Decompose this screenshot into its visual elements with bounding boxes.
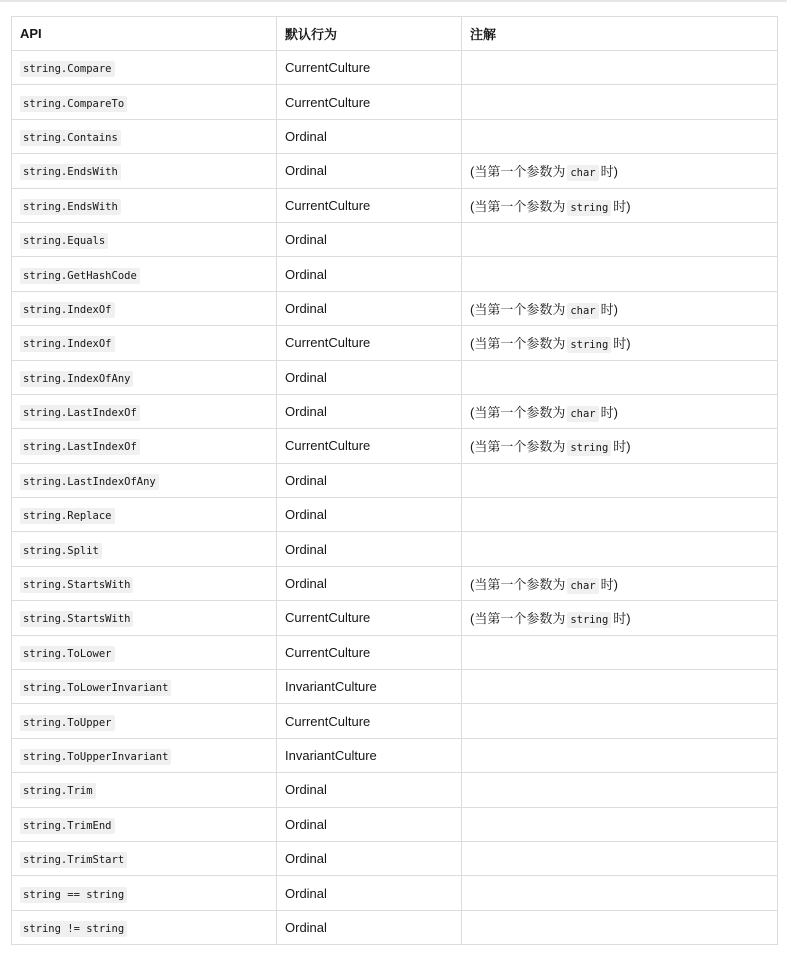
note-prefix: (当第一个参数为 bbox=[470, 611, 566, 627]
note-text bbox=[470, 302, 618, 317]
note-suffix: 时) bbox=[600, 405, 618, 421]
table-row bbox=[12, 360, 778, 394]
table-row bbox=[12, 154, 778, 188]
table-row bbox=[12, 463, 778, 497]
api-cell bbox=[12, 463, 277, 497]
note-cell bbox=[462, 222, 778, 256]
note-cell bbox=[462, 291, 778, 325]
table-row bbox=[12, 429, 778, 463]
top-divider bbox=[0, 0, 787, 2]
note-prefix: (当第一个参数为 bbox=[470, 164, 566, 180]
note-cell bbox=[462, 635, 778, 669]
api-name: string.CompareTo bbox=[20, 96, 127, 112]
table-row bbox=[12, 498, 778, 532]
api-name: string.EndsWith bbox=[20, 164, 121, 180]
api-cell bbox=[12, 394, 277, 428]
table-row bbox=[12, 394, 778, 428]
api-name: string.ToUpperInvariant bbox=[20, 749, 171, 765]
header-default-behavior: 默认行为 bbox=[277, 17, 462, 51]
note-cell bbox=[462, 154, 778, 188]
default-behavior-cell: Ordinal bbox=[277, 566, 462, 600]
default-behavior-cell: Ordinal bbox=[277, 841, 462, 875]
default-behavior-cell: Ordinal bbox=[277, 910, 462, 944]
api-name: string.TrimEnd bbox=[20, 818, 115, 834]
default-behavior-cell: CurrentCulture bbox=[277, 51, 462, 85]
note-text bbox=[470, 611, 631, 626]
table-row bbox=[12, 773, 778, 807]
note-suffix: 时) bbox=[600, 164, 618, 180]
note-cell bbox=[462, 532, 778, 566]
api-name: string.Compare bbox=[20, 61, 115, 77]
note-prefix: (当第一个参数为 bbox=[470, 301, 566, 317]
api-name: string != string bbox=[20, 921, 127, 937]
note-cell bbox=[462, 807, 778, 841]
api-name: string == string bbox=[20, 887, 127, 903]
note-cell bbox=[462, 876, 778, 910]
note-param-type: string bbox=[567, 612, 611, 628]
note-text bbox=[470, 577, 618, 592]
api-name: string.EndsWith bbox=[20, 199, 121, 215]
note-cell bbox=[462, 738, 778, 772]
table-row bbox=[12, 670, 778, 704]
default-behavior-cell: Ordinal bbox=[277, 807, 462, 841]
note-text bbox=[470, 405, 618, 420]
api-name: string.LastIndexOf bbox=[20, 405, 140, 421]
api-behavior-table bbox=[11, 16, 778, 945]
note-suffix: 时) bbox=[600, 577, 618, 593]
note-param-type: char bbox=[567, 303, 598, 319]
note-suffix: 时) bbox=[613, 198, 631, 214]
api-cell bbox=[12, 429, 277, 463]
note-prefix: (当第一个参数为 bbox=[470, 405, 566, 421]
default-behavior-cell: Ordinal bbox=[277, 773, 462, 807]
api-name: string.ToUpper bbox=[20, 715, 115, 731]
api-cell bbox=[12, 635, 277, 669]
default-behavior-cell: Ordinal bbox=[277, 222, 462, 256]
api-cell bbox=[12, 910, 277, 944]
api-cell bbox=[12, 326, 277, 360]
default-behavior-cell: CurrentCulture bbox=[277, 601, 462, 635]
api-name: string.IndexOf bbox=[20, 336, 115, 352]
api-name: string.TrimStart bbox=[20, 852, 127, 868]
api-name: string.Contains bbox=[20, 130, 121, 146]
table-row bbox=[12, 326, 778, 360]
default-behavior-cell: Ordinal bbox=[277, 119, 462, 153]
default-behavior-cell: CurrentCulture bbox=[277, 635, 462, 669]
note-suffix: 时) bbox=[613, 336, 631, 352]
table-row bbox=[12, 566, 778, 600]
header-api: API bbox=[12, 17, 277, 51]
header-note: 注解 bbox=[462, 17, 778, 51]
api-cell bbox=[12, 498, 277, 532]
note-param-type: string bbox=[567, 440, 611, 456]
api-cell bbox=[12, 841, 277, 875]
default-behavior-cell: CurrentCulture bbox=[277, 85, 462, 119]
table-row bbox=[12, 876, 778, 910]
api-name: string.LastIndexOf bbox=[20, 439, 140, 455]
api-name: string.ToLowerInvariant bbox=[20, 680, 171, 696]
note-cell bbox=[462, 841, 778, 875]
default-behavior-cell: Ordinal bbox=[277, 394, 462, 428]
api-cell bbox=[12, 154, 277, 188]
note-cell bbox=[462, 773, 778, 807]
default-behavior-cell: CurrentCulture bbox=[277, 188, 462, 222]
table-row bbox=[12, 807, 778, 841]
default-behavior-cell: Ordinal bbox=[277, 257, 462, 291]
api-name: string.IndexOfAny bbox=[20, 371, 133, 387]
api-name: string.GetHashCode bbox=[20, 268, 140, 284]
note-prefix: (当第一个参数为 bbox=[470, 198, 566, 214]
api-name: string.ToLower bbox=[20, 646, 115, 662]
api-name: string.StartsWith bbox=[20, 577, 133, 593]
note-cell bbox=[462, 463, 778, 497]
note-cell bbox=[462, 257, 778, 291]
table-row bbox=[12, 222, 778, 256]
note-suffix: 时) bbox=[613, 439, 631, 455]
note-param-type: string bbox=[567, 200, 611, 216]
table-row bbox=[12, 119, 778, 153]
note-param-type: char bbox=[567, 165, 598, 181]
default-behavior-cell: Ordinal bbox=[277, 154, 462, 188]
api-cell bbox=[12, 601, 277, 635]
default-behavior-cell: CurrentCulture bbox=[277, 704, 462, 738]
note-cell bbox=[462, 429, 778, 463]
api-cell bbox=[12, 222, 277, 256]
note-cell bbox=[462, 566, 778, 600]
note-cell bbox=[462, 498, 778, 532]
default-behavior-cell: InvariantCulture bbox=[277, 738, 462, 772]
note-suffix: 时) bbox=[613, 611, 631, 627]
api-cell bbox=[12, 566, 277, 600]
api-cell bbox=[12, 807, 277, 841]
api-cell bbox=[12, 257, 277, 291]
default-behavior-cell: CurrentCulture bbox=[277, 429, 462, 463]
note-cell bbox=[462, 326, 778, 360]
table-header-row bbox=[12, 17, 778, 51]
api-cell bbox=[12, 704, 277, 738]
table-row bbox=[12, 291, 778, 325]
api-cell bbox=[12, 51, 277, 85]
api-name: string.Split bbox=[20, 543, 102, 559]
note-text bbox=[470, 336, 631, 351]
table-body bbox=[12, 51, 778, 945]
table-row bbox=[12, 601, 778, 635]
note-cell bbox=[462, 601, 778, 635]
note-cell bbox=[462, 394, 778, 428]
api-cell bbox=[12, 85, 277, 119]
note-param-type: char bbox=[567, 578, 598, 594]
note-param-type: char bbox=[567, 406, 598, 422]
api-cell bbox=[12, 670, 277, 704]
note-text bbox=[470, 199, 631, 214]
api-cell bbox=[12, 773, 277, 807]
note-cell bbox=[462, 360, 778, 394]
api-name: string.StartsWith bbox=[20, 611, 133, 627]
note-prefix: (当第一个参数为 bbox=[470, 439, 566, 455]
note-prefix: (当第一个参数为 bbox=[470, 577, 566, 593]
api-cell bbox=[12, 738, 277, 772]
default-behavior-cell: Ordinal bbox=[277, 532, 462, 566]
default-behavior-cell: Ordinal bbox=[277, 291, 462, 325]
note-param-type: string bbox=[567, 337, 611, 353]
api-name: string.Equals bbox=[20, 233, 108, 249]
api-cell bbox=[12, 188, 277, 222]
default-behavior-cell: Ordinal bbox=[277, 498, 462, 532]
api-name: string.Trim bbox=[20, 783, 96, 799]
table-row bbox=[12, 635, 778, 669]
api-name: string.IndexOf bbox=[20, 302, 115, 318]
api-cell bbox=[12, 876, 277, 910]
table-row bbox=[12, 532, 778, 566]
api-cell bbox=[12, 360, 277, 394]
table-row bbox=[12, 188, 778, 222]
table-row bbox=[12, 257, 778, 291]
table-row bbox=[12, 85, 778, 119]
note-cell bbox=[462, 670, 778, 704]
note-cell bbox=[462, 51, 778, 85]
default-behavior-cell: Ordinal bbox=[277, 876, 462, 910]
note-suffix: 时) bbox=[600, 301, 618, 317]
note-cell bbox=[462, 188, 778, 222]
note-text bbox=[470, 439, 631, 454]
default-behavior-cell: Ordinal bbox=[277, 463, 462, 497]
api-cell bbox=[12, 291, 277, 325]
api-name: string.Replace bbox=[20, 508, 115, 524]
api-cell bbox=[12, 119, 277, 153]
table-row bbox=[12, 841, 778, 875]
note-text bbox=[470, 164, 618, 179]
note-cell bbox=[462, 119, 778, 153]
default-behavior-cell: Ordinal bbox=[277, 360, 462, 394]
note-prefix: (当第一个参数为 bbox=[470, 336, 566, 352]
api-name: string.LastIndexOfAny bbox=[20, 474, 159, 490]
table-row bbox=[12, 738, 778, 772]
note-cell bbox=[462, 85, 778, 119]
note-cell bbox=[462, 704, 778, 738]
table-row bbox=[12, 704, 778, 738]
default-behavior-cell: InvariantCulture bbox=[277, 670, 462, 704]
note-cell bbox=[462, 910, 778, 944]
table-row bbox=[12, 910, 778, 944]
api-cell bbox=[12, 532, 277, 566]
table-row bbox=[12, 51, 778, 85]
default-behavior-cell: CurrentCulture bbox=[277, 326, 462, 360]
